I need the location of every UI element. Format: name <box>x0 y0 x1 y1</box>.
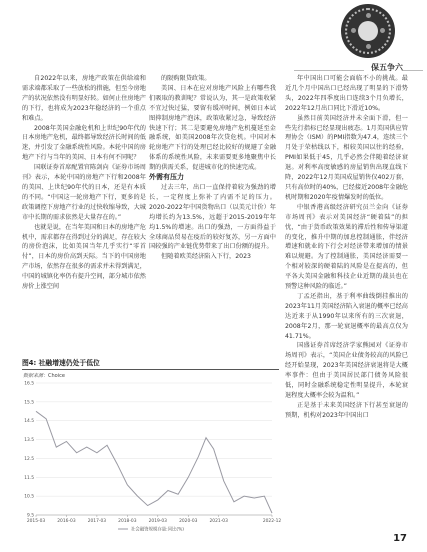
paragraph: 2008年美国金融危机和上世纪90年代的日本房地产危机，最终都导致经济长时间的低迷，并引发了金融系统性风险。本轮中国的房地产下行与当年的美国、日本有何不同呢？ <box>22 124 146 162</box>
figure-title: 图4: 社融增速仍处于低位 <box>22 359 100 367</box>
y-tick-label: 15.5 <box>24 400 34 406</box>
series-line <box>36 411 272 513</box>
y-tick-label: 12.5 <box>24 456 34 462</box>
section-subheading: 外需有压力 <box>149 173 184 182</box>
article-column-1 <box>22 74 146 292</box>
section-label: 保五争六 <box>371 63 403 72</box>
x-tick-label: 2015-03 <box>26 519 46 524</box>
paragraph: 虽然目前美国经济并未全面下滑，但一些先行指标已经显现出疲态。1月美国供应管理协会（ISM）的PMI指数为47.4，连续三个月处于荣枯线以下，相较美国以往的经验，PMI如果低于45，几乎必然会伴随着经济衰退。对利率高度敏感的房屋销售出现直线下降，2022年12月美国成屋销售仅402万套，只有高位时的40%，已经接近2008年金融危机时期和2020年疫情爆发时的低位。 <box>285 114 408 201</box>
line-chart <box>22 379 282 537</box>
paragraph: 丁孟还指出，基于利率曲线倒挂推出的2023年11月美国经济陷入衰退的概率已经高达近来于从1990年以来所有的三次衰退，2008年2月，那一轮衰退概率的最高点仅为41.71%。 <box>285 292 408 340</box>
figure-source <box>23 372 65 379</box>
figure-4 <box>22 357 282 537</box>
paragraph: 中银香港高级经济研究员兰金向《证券市场周刊》表示对美国经济“硬着陆”的担忧，“由于货币政策效果的滞后性和传导渠道的变化，推升中期的加息控制通胀，伴经济增速和就业的下行会对经济带来增加的情景难以规避。为了控制通胀，美国经济需要一个相对较深的硬着陆的风险是在提高的，但平各大美国金融和科技企业近期的裁员也在预警这种风险的临近。” <box>285 203 408 291</box>
paragraph: 但随着欧美经济陷入下行，2023 <box>161 253 251 261</box>
logo-core <box>358 21 378 41</box>
paragraph: 自2022年以来，房地产政策在供给端和需求端都采取了一些放松的措施，但至今房地产的状况依然没有明显好转。如何止住房地产的下行，也将成为2023年稳经济的一个重点和难点。 <box>22 75 146 122</box>
header-rule <box>294 70 364 71</box>
legend-label: 社会融资规模存量:同比(%) <box>131 527 184 533</box>
x-tick-label: 2019-03 <box>148 519 167 524</box>
x-tick-label: 2021-03 <box>209 519 228 524</box>
header-rule-right <box>403 70 423 71</box>
source-value: Choice <box>48 373 65 379</box>
paragraph: 正是基于未来美国经济下行甚至衰退的预期，机构对2023年中国出口 <box>285 401 408 419</box>
paragraph: 美国、日本在应对房地产风险上有哪些我们吸取的教训呢？常说认为，其一是政策收紧不宜过快过猛，要留有缓冲时间，例如日本试图抑制房地产泡沫，政策收紧过急，导致经济快速下行；其二是要避免房地产危机蔓延至金融系统，如美国2008年次贷危机。中国对本轮房地产下行的处理已经比较好的规避了金融体系的系统性风险，未来需要更多地聚焦中长期的供需关系，促进城市化的快速完成。 <box>149 84 276 172</box>
logo-dot <box>366 44 371 49</box>
y-tick-label: 13.5 <box>24 438 34 444</box>
paragraph: 过去三年，出口一直保持着较为强劲的增长，一定程度上弥补了内需不足的压力。2020-2022年中国货物出口（以美元计价）年均增长约为13.5%，远超于2015-2019年年均1.5%的增速。出口的强劲，一方面得益于全球商品贸易在疫后的较好复苏，另一方面中国较强的产业链优势带来了出口份额的提升。 <box>149 183 276 251</box>
source-label: 数据来源： <box>23 373 49 379</box>
x-tick-label: 2017-03 <box>87 519 107 524</box>
page-number: 17 <box>393 533 407 544</box>
logo-dot <box>380 28 385 33</box>
y-tick-label: 10.5 <box>24 494 34 500</box>
paragraph: 年中国出口可能会面临不小的挑战。最近几个月中国出口已经出现了明显的下滑势头，2022年四季度出口连续3个月负增长，2022年12月出口同比下滑近10%。 <box>285 75 408 112</box>
x-tick-label: 2018-03 <box>118 519 137 524</box>
y-tick-label: 11.5 <box>24 475 34 481</box>
logo-dot <box>366 13 371 18</box>
y-tick-label: 9.5 <box>27 513 34 519</box>
x-tick-label: 2022-12 <box>262 519 282 524</box>
figure-rule <box>22 369 279 370</box>
x-tick-label: 2020-03 <box>179 519 198 524</box>
y-tick-label: 16.5 <box>24 381 34 387</box>
logo-dot <box>351 28 356 33</box>
y-tick-label: 14.5 <box>24 419 34 425</box>
paragraph: 也就是说，在当年美国和日本的房地产危机中，需求都存在得到过分的满足，存在较大的房价泡沫，比如美国当年几乎实行“零首付”，日本的房价高到天际。当下的中国房地产市场，依然存在很多的需求并未得到满足，中国的城镇化率仍有提升空间，部分城市依然房价上涨空间 <box>22 223 146 291</box>
paragraph: 的限购限贷政策。 <box>161 75 211 82</box>
article-column-2 <box>149 74 276 262</box>
paragraph: 国联证券首席配置官陈剑向《证券市场周刊》表示，本轮中国的房地产下行和2008年的美国、上世纪90年代的日本，还是有本质的不同。“中国这一轮房地产下行，更多的是政策调控下房地产行业的过快收缩导致，大城市中长期的需求依然是大量存在的。” <box>22 164 146 221</box>
magazine-logo <box>341 4 395 58</box>
x-tick-label: 2016-03 <box>57 519 76 524</box>
paragraph: 国盛证券首席经济学家熊园对《证券市场周刊》表示，“美国企业债务较高的风险已经开始显现，2023年美国经济衰退将是大概率事件：但由于美国居民部门债务风险很低，同时金融系统稳定性明显提升，本轮衰退程度大概率会较为温和。” <box>285 342 408 399</box>
article-column-3 <box>285 74 408 421</box>
